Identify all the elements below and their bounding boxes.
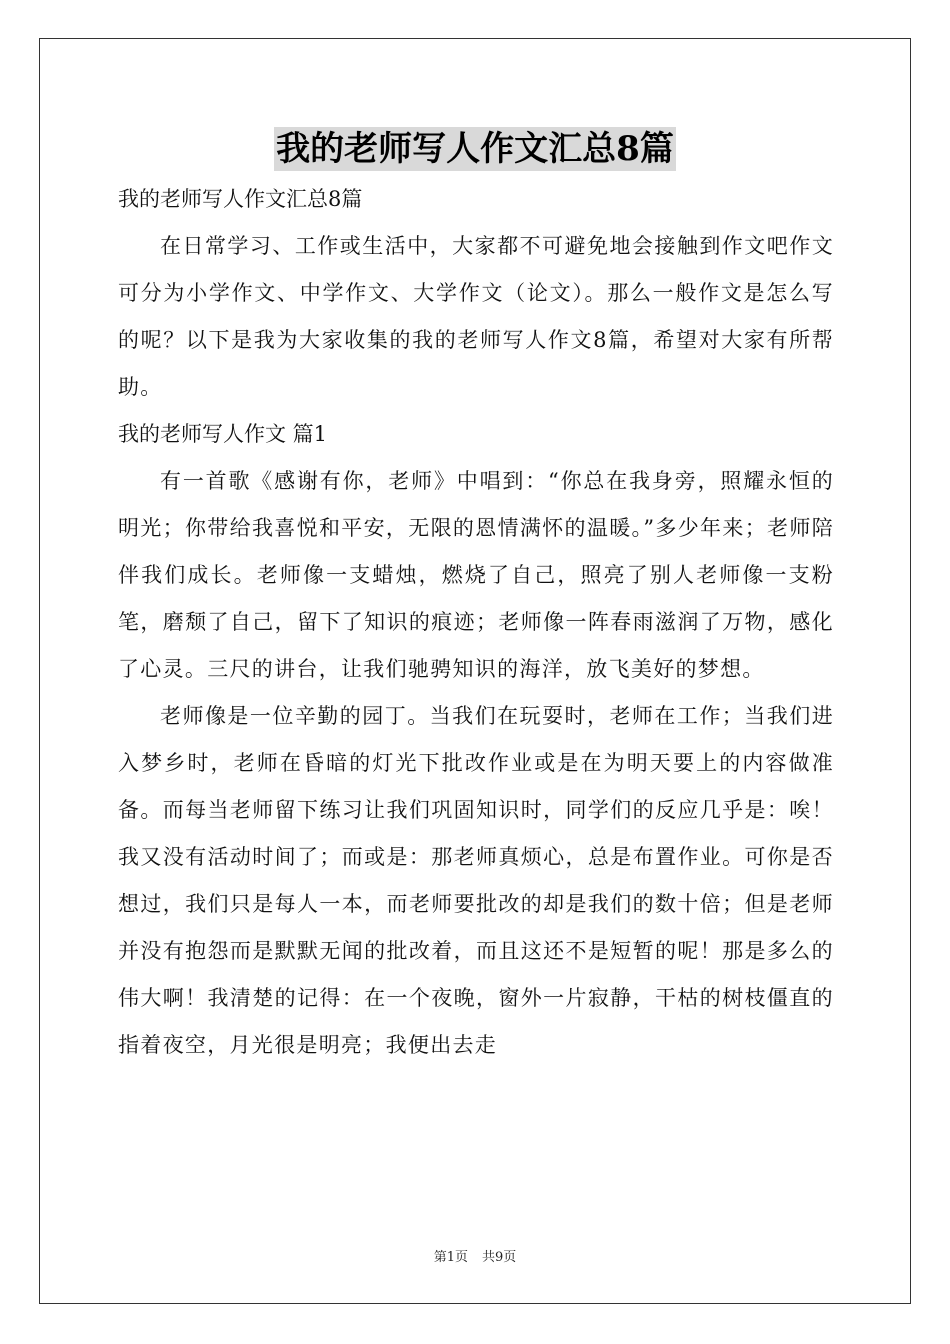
page-footer <box>0 1246 950 1265</box>
intro-paragraph: 在日常学习、工作或生活中，大家都不可避免地会接触到作文吧作文可分为小学作文、中学作文、大学作文（论文）。那么一般作文是怎么写的呢？以下是我为大家收集的我的老师写人作文8篇，希望对大家有所帮助。 <box>118 234 834 399</box>
document-title: 我的老师写人作文汇总8篇 <box>276 129 674 169</box>
page-number: 第1页 <box>433 1250 468 1265</box>
document-body <box>118 176 834 1069</box>
body-paragraph-2: 老师像是一位辛勤的园丁。当我们在玩耍时，老师在工作；当我们进入梦乡时，老师在昏暗的灯光下批改作业或是在为明天要上的内容做准备。而每当老师留下练习让我们巩固知识时，同学们的反应几乎是：唉！我又没有活动时间了；而或是：那老师真烦心，总是布置作业。可你是否想过，我们只是每人一本，而老师要批改的却是我们的数十倍；但是老师并没有抱怨而是默默无闻的批改着，而且这还不是短暂的呢！那是多么的伟大啊！我清楚的记得：在一个夜晚，窗外一片寂静，干枯的树枝僵直的指着夜空，月光很是明亮；我便出去走 <box>118 704 834 1057</box>
body-paragraph-1: 有一首歌《感谢有你，老师》中唱到：“你总在我身旁，照耀永恒的明光；你带给我喜悦和平安，无限的恩情满怀的温暖。”多少年来；老师陪伴我们成长。老师像一支蜡烛，燃烧了自己，照亮了别人老师像一支粉笔，磨颓了自己，留下了知识的痕迹；老师像一阵春雨滋润了万物，感化了心灵。三尺的讲台，让我们驰骋知识的海洋，放飞美好的梦想。 <box>118 469 834 681</box>
page-total: 共9页 <box>482 1250 517 1265</box>
document-subtitle: 我的老师写人作文汇总8篇 <box>118 187 363 211</box>
section-heading: 我的老师写人作文 篇1 <box>118 422 328 446</box>
title-area <box>0 127 950 171</box>
